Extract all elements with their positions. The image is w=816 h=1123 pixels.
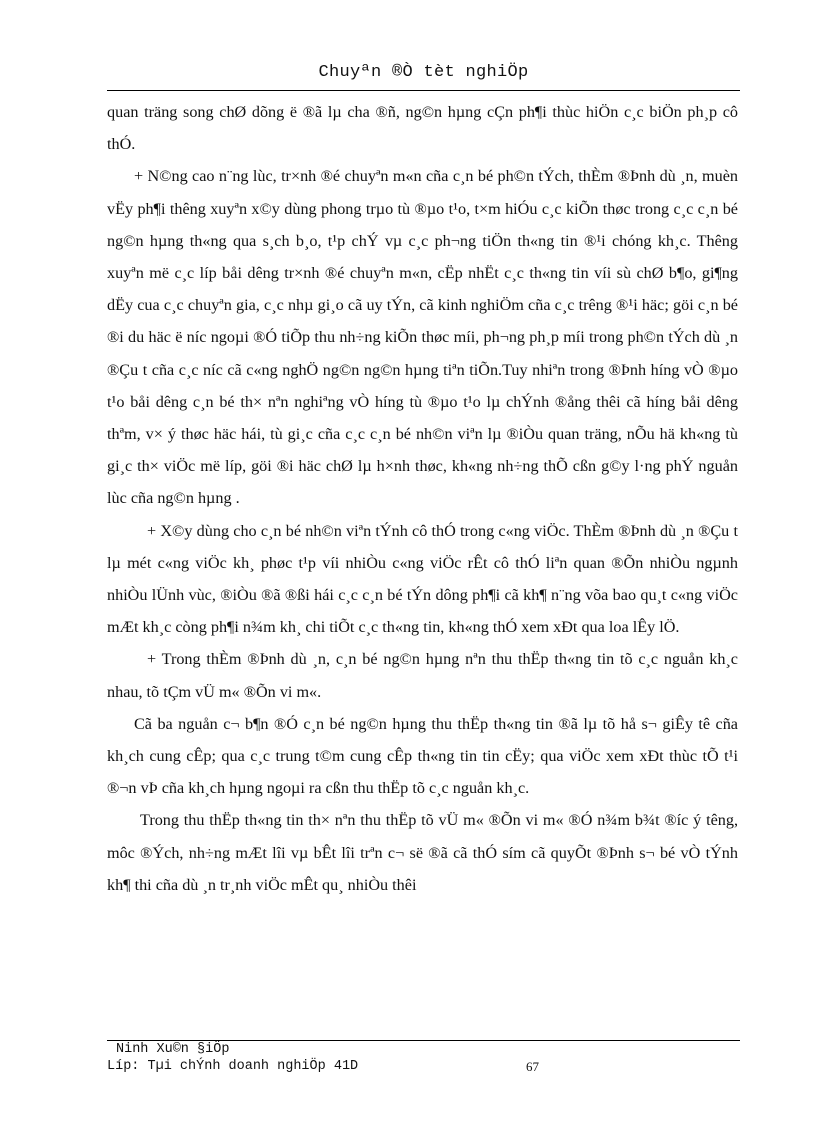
footer-author: Ninh Xu©n §iÖp (116, 1042, 230, 1057)
paragraph-6: Trong thu thËp th«ng tin th× nªn thu thËp tõ vÜ m« ®Õn vi m« ®Ó n¾m b¾t ®íc ý têng, môc ®Ých, nh÷ng mÆt lîi vµ bÊt lîi trªn c¬ së ®ã cã thÓ sím cã quyÕt ®Þnh s¬ bé vÒ tÝnh kh¶ thi cña dù ¸n tr¸nh viÖc mÊt qu¸ nhiÒu thêi (107, 811, 738, 894)
paragraph-2: + N©ng cao n¨ng lùc, tr×nh ®é chuyªn m«n cña c¸n bé ph©n tÝch, thÈm ®Þnh dù ¸n, muèn vËy ph¶i thêng xuyªn x©y dùng phong trµo tù ®µo t¹o, t×m hiÓu c¸c kiÕn thøc trong c¸c c¸n bé ng©n hµng th«ng qua s¸ch b¸o, t¹p chÝ vµ c¸c ph¬ng tiÖn th«ng tin ®¹i chóng kh¸c. Thêng xuyªn më c¸c líp båi dêng tr×nh ®é chuyªn m«n, cËp nhËt c¸c th«ng tin víi sù chØ b¶o, gi¶ng dËy cua c¸c chuyªn gia, c¸c nhµ gi¸o cã uy tÝn, cã kinh nghiÖm cña c¸c trêng ®¹i häc; göi c¸n bé ®i du häc ë níc ngoµi ®Ó tiÕp thu nh÷ng kiÕn thøc míi, ph¬ng ph¸p míi trong ph©n tÝch dù ¸n ®Çu t cña c¸c níc cã c«ng nghÖ ng©n ng©n hµng tiªn tiÕn.Tuy nhiªn trong ®Þnh híng vÒ ®µo t¹o båi dêng c¸n bé th× nªn nghiªng vÒ híng tù ®µo t¹o lµ chÝnh ®ång thêi cã híng båi dêng thªm, v× ý thøc häc hái, tù gi¸c cña c¸c c¸n bé nh©n viªn lµ ®iÒu quan träng, nÕu hä kh«ng tù gi¸c th× viÖc më líp, göi ®i häc chØ lµ h×nh thøc, kh«ng nh÷ng thÕ cßn g©y l·ng phÝ nguån lùc cña ng©n hµng . (107, 167, 738, 508)
document-body (107, 96, 738, 901)
paragraph-4: + Trong thÈm ®Þnh dù ¸n, c¸n bé ng©n hµng nªn thu thËp th«ng tin tõ c¸c nguån kh¸c nhau, tõ tÇm vÜ m« ®Õn vi m«. (107, 650, 738, 701)
footer-class-line: Líp: Tµi chÝnh doanh nghiÖp 41D (107, 1059, 359, 1074)
paragraph-5: Cã ba nguån c¬ b¶n ®Ó c¸n bé ng©n hµng thu thËp th«ng tin ®ã lµ tõ hå s¬ giÊy tê cña kh¸ch cung cÊp; qua c¸c trung t©m cung cÊp th«ng tin tin cËy; qua viÖc xem xÐt thùc tÕ t¹i ®¬n vÞ cña kh¸ch hµng ngoµi ra cßn thu thËp tõ c¸c nguån kh¸c. (107, 714, 738, 798)
page-number: 67 (526, 1059, 539, 1074)
page-header-title: Chuyªn ®Ò tèt nghiÖp (318, 63, 529, 82)
paragraph-3: + X©y dùng cho c¸n bé nh©n viªn tÝnh cô thÓ trong c«ng viÖc. ThÈm ®Þnh dù ¸n ®Çu t lµ mét c«ng viÖc kh¸ phøc t¹p víi nhiÒu c«ng viÖc rÊt cô thÓ liªn quan ®Õn nhiÒu ngµnh nhiÒu lÜnh vùc, ®iÒu ®ã ®ßi hái c¸c c¸n bé tÝn dông ph¶i cã kh¶ n¨ng võa bao qu¸t c«ng viÖc mÆt kh¸c còng ph¶i n¾m kh¸ chi tiÕt c¸c th«ng tin, kh«ng thÓ xem xÐt qua loa lÊy lÖ. (107, 521, 738, 637)
footer-divider (107, 1040, 740, 1041)
paragraph-1: quan träng song chØ dõng ë ®ã lµ cha ®ñ, ng©n hµng cÇn ph¶i thùc hiÖn c¸c biÖn ph¸p cô thÓ. (107, 103, 738, 154)
header-divider (107, 90, 740, 91)
